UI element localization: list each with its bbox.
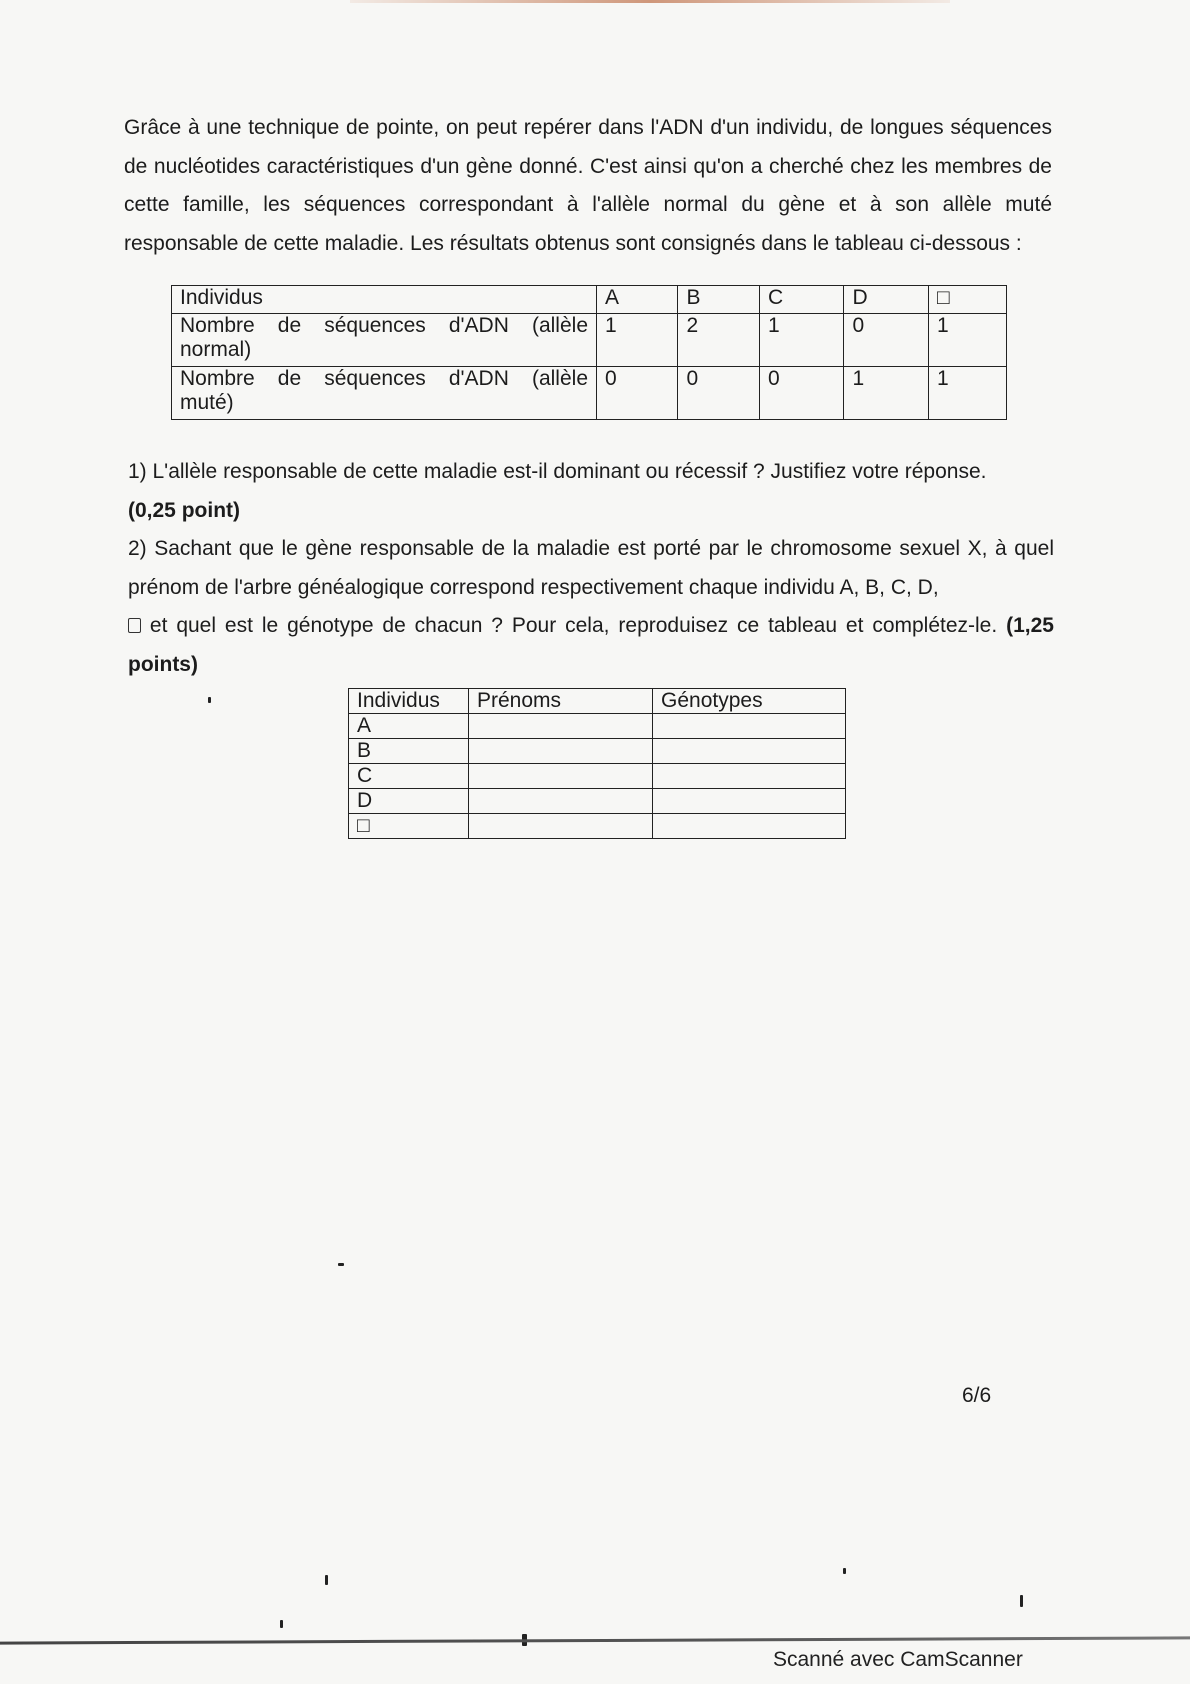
row-label-mutated <box>172 367 597 420</box>
answer-row <box>349 814 846 839</box>
question-2: 2) Sachant que le gène responsable de la maladie est porté par le chromosome sexuel X, à quel prénom de l'arbre généalogique correspond respectivement chaque individu A, B, C, D, <box>128 537 1054 599</box>
answer-cell-empty <box>653 789 846 814</box>
answer-row <box>349 789 846 814</box>
answer-row-label: □ <box>349 814 469 839</box>
cell-value: 0 <box>678 367 759 420</box>
results-table-header-row <box>172 286 1007 314</box>
answer-cell-empty <box>653 764 846 789</box>
placeholder-square-icon <box>128 618 141 633</box>
row-label-line1: Nombre de séquences d'ADN (allèle <box>180 367 588 390</box>
answer-header: Génotypes <box>653 689 846 714</box>
answer-row-label: C <box>349 764 469 789</box>
top-edge-mark <box>350 0 950 3</box>
results-col-header: A <box>597 286 678 314</box>
answer-row-label: B <box>349 739 469 764</box>
question-2-continued: et quel est le génotype de chacun ? Pour cela, reproduisez ce tableau et complétez-le. (1,25 points) <box>128 614 1054 676</box>
row-label-normal <box>172 314 597 367</box>
results-header-label: Individus <box>172 286 597 314</box>
scan-speck <box>325 1575 328 1585</box>
question-1-points: (0,25 point) <box>128 498 241 522</box>
scan-speck <box>208 697 211 703</box>
answer-row-label: A <box>349 714 469 739</box>
answer-cell-empty <box>653 714 846 739</box>
answer-cell-empty <box>469 789 653 814</box>
cell-value: 1 <box>597 314 678 367</box>
cell-value: 1 <box>928 314 1006 367</box>
cell-value: 2 <box>678 314 759 367</box>
results-col-header: B <box>678 286 759 314</box>
results-row-mutated <box>172 367 1007 420</box>
scan-speck <box>1020 1595 1023 1607</box>
answer-cell-empty <box>469 739 653 764</box>
answer-row-label: D <box>349 789 469 814</box>
results-row-normal <box>172 314 1007 367</box>
answer-table-header <box>349 689 846 714</box>
cell-value: 0 <box>844 314 929 367</box>
answer-cell-empty <box>469 714 653 739</box>
bottom-edge-line <box>0 1636 1190 1644</box>
cell-value: 0 <box>759 367 844 420</box>
questions <box>128 453 1054 684</box>
scan-speck <box>280 1620 283 1628</box>
answer-row <box>349 714 846 739</box>
results-col-header: □ <box>928 286 1006 314</box>
row-label-line2: muté) <box>180 391 234 414</box>
answer-cell-empty <box>653 739 846 764</box>
scan-speck <box>338 1263 344 1266</box>
question-1: 1) L'allèle responsable de cette maladie est-il dominant ou récessif ? Justifiez votre réponse. <box>128 460 987 483</box>
intro-paragraph: Grâce à une technique de pointe, on peut repérer dans l'ADN d'un individu, de longues séquences de nucléotides caractéristiques d'un gène donné. C'est ainsi qu'on a cherché chez les membres de cette famille, les séquences correspondant à l'allèle normal du gène et à son allèle muté responsable de cette maladie. Les résultats obtenus sont consignés dans le tableau ci-dessous : <box>124 116 1052 255</box>
cell-value: 1 <box>844 367 929 420</box>
scan-speck <box>843 1568 846 1574</box>
page-number: 6/6 <box>962 1384 992 1407</box>
answer-table <box>348 688 846 839</box>
answer-cell-empty <box>469 764 653 789</box>
cell-value: 1 <box>759 314 844 367</box>
answer-header: Prénoms <box>469 689 653 714</box>
row-label-line2: normal) <box>180 338 252 361</box>
answer-header: Individus <box>349 689 469 714</box>
answer-cell-empty <box>653 814 846 839</box>
results-col-header: D <box>844 286 929 314</box>
results-col-header: C <box>759 286 844 314</box>
scanner-footer: Scanné avec CamScanner <box>773 1648 1023 1671</box>
answer-row <box>349 764 846 789</box>
answer-row <box>349 739 846 764</box>
row-label-line1: Nombre de séquences d'ADN (allèle <box>180 314 588 337</box>
cell-value: 0 <box>597 367 678 420</box>
cell-value: 1 <box>928 367 1006 420</box>
answer-cell-empty <box>469 814 653 839</box>
results-table <box>171 285 1007 420</box>
